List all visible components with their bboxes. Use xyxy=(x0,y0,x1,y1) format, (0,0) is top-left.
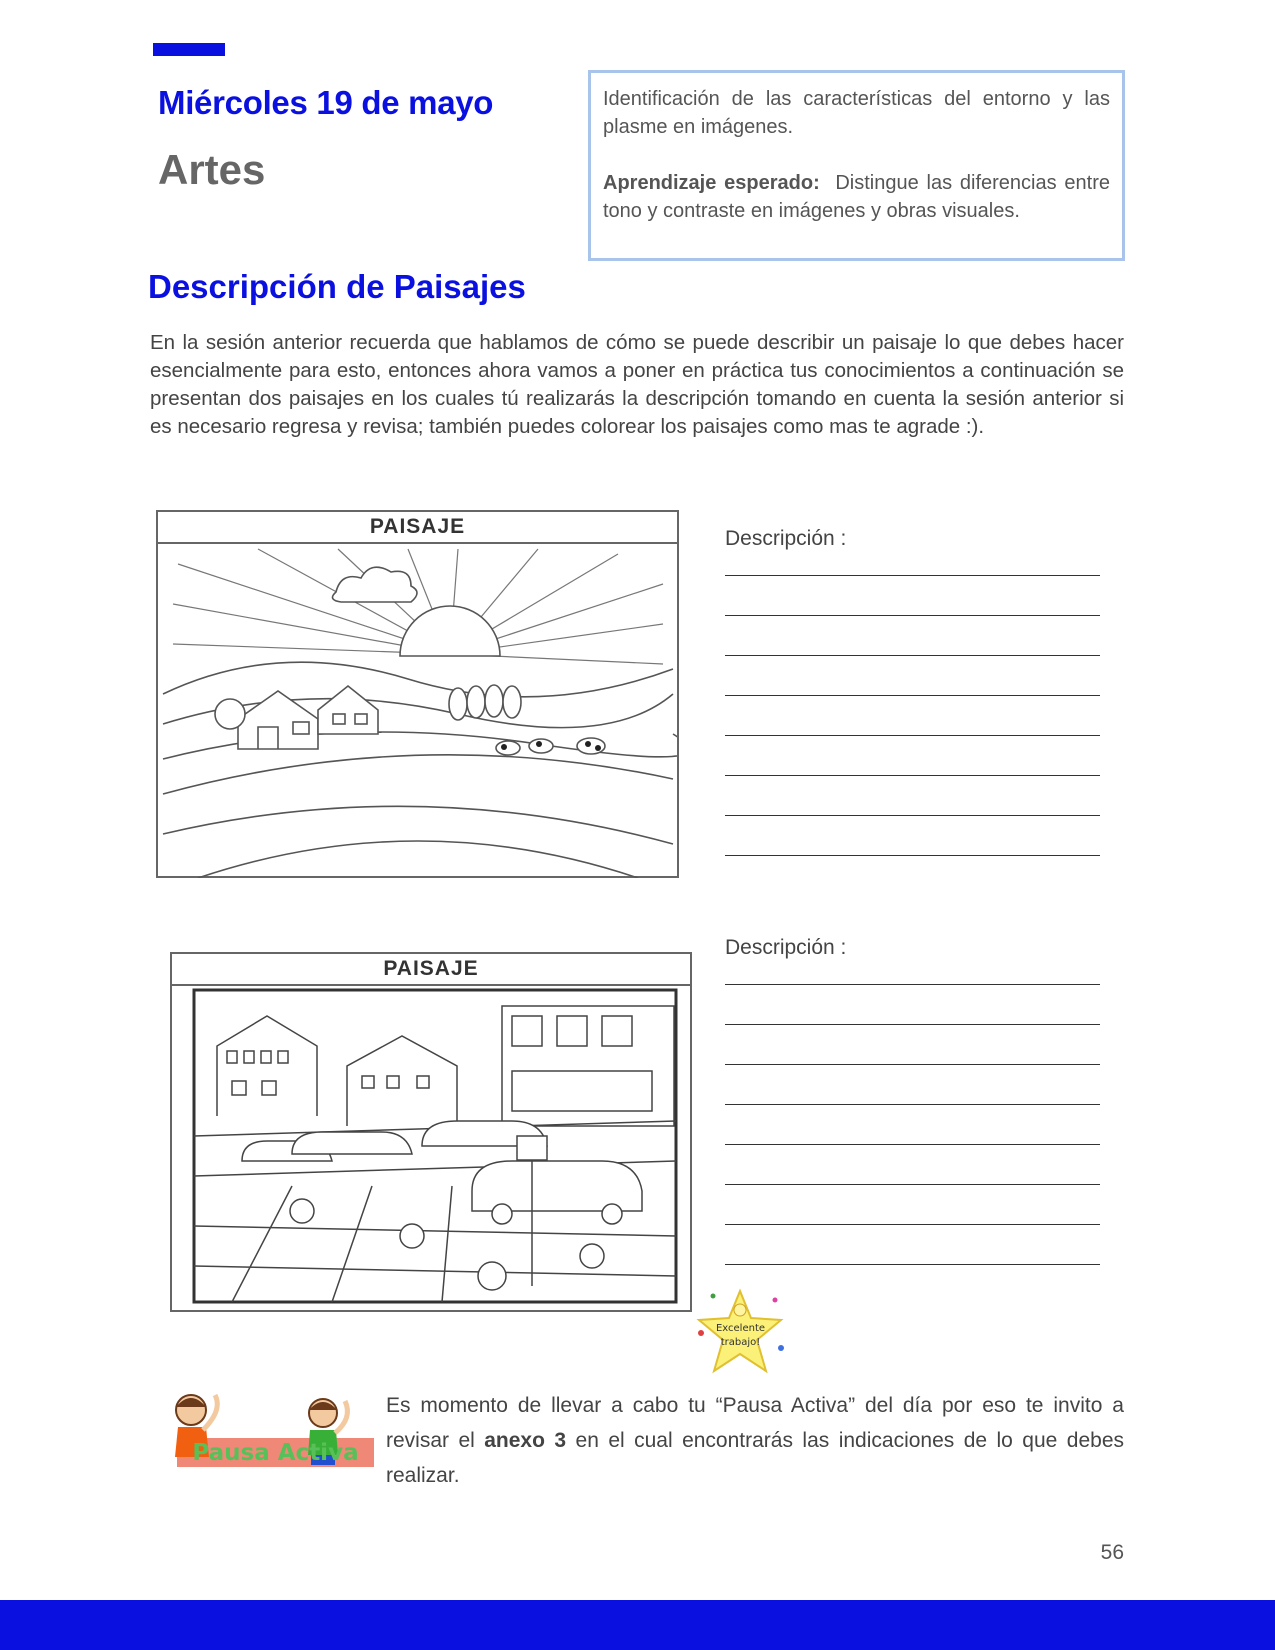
answer-line[interactable] xyxy=(725,1064,1100,1065)
pausa-activa-logo xyxy=(163,1385,378,1475)
expected-learning-label: Aprendizaje esperado: xyxy=(603,172,820,194)
badge-text: trabajo! xyxy=(720,1337,761,1348)
logo-text: Pausa Activa xyxy=(192,1440,359,1466)
objective-text: Identificación de las características del entorno y las plasme en imágenes. xyxy=(603,88,1110,138)
answer-line[interactable] xyxy=(725,775,1100,776)
section-title: Descripción de Paisajes xyxy=(148,268,526,305)
answer-line[interactable] xyxy=(725,1024,1100,1025)
description-area-1 xyxy=(725,527,1105,867)
intro-paragraph: En la sesión anterior recuerda que hablamos de cómo se puede describir un paisaje lo que debes hacer esencialmente para esto, entonces ahora vamos a poner en práctica tus conocimientos a continuación se presentan dos paisajes en los cuales tú realizarás la descripción tomando en cuenta la sesión anterior si es necesario regresa y revisa; también puedes colorear los paisajes como mas te agrade :). xyxy=(150,331,1124,438)
countryside-drawing xyxy=(158,544,677,878)
answer-line[interactable] xyxy=(725,1184,1100,1185)
description-label: Descripción : xyxy=(725,527,847,550)
answer-line[interactable] xyxy=(725,984,1100,985)
image-title: PAISAJE xyxy=(158,512,677,544)
landscape-image-rural xyxy=(156,510,679,878)
answer-line[interactable] xyxy=(725,1104,1100,1105)
answer-line[interactable] xyxy=(725,695,1100,696)
pausa-text-part: en el cual encontrarás las indicaciones de lo que debes realizar. xyxy=(386,1429,1125,1487)
top-accent-bar xyxy=(153,43,225,56)
answer-line[interactable] xyxy=(725,575,1100,576)
pausa-text-part: Es momento de llevar a cabo tu “Pausa Activa” del día por eso te invito a revisar el xyxy=(386,1394,1124,1452)
answer-line[interactable] xyxy=(725,1224,1100,1225)
answer-line[interactable] xyxy=(725,655,1100,656)
expected-learning-text: Distingue las diferencias entre tono y contraste en imágenes y obras visuales. xyxy=(603,172,1110,222)
subject-title: Artes xyxy=(158,146,266,193)
description-label: Descripción : xyxy=(725,936,847,959)
city-drawing xyxy=(172,986,690,1312)
answer-line[interactable] xyxy=(725,815,1100,816)
image-title: PAISAJE xyxy=(172,954,690,986)
date-heading: Miércoles 19 de mayo xyxy=(158,84,494,121)
landscape-image-urban xyxy=(170,952,692,1312)
answer-line[interactable] xyxy=(725,735,1100,736)
expected-learning xyxy=(603,169,1110,225)
annex-reference: anexo 3 xyxy=(484,1429,567,1452)
page-number: 56 xyxy=(1100,1541,1124,1564)
answer-line[interactable] xyxy=(725,1264,1100,1265)
description-area-2 xyxy=(725,936,1105,1276)
objective-box xyxy=(588,70,1125,261)
pausa-activa-text xyxy=(386,1388,1124,1493)
answer-line[interactable] xyxy=(725,855,1100,856)
footer-bar xyxy=(0,1600,1275,1650)
badge-text: Excelente xyxy=(715,1323,766,1334)
star-badge xyxy=(693,1288,788,1376)
answer-line[interactable] xyxy=(725,1144,1100,1145)
answer-line[interactable] xyxy=(725,615,1100,616)
